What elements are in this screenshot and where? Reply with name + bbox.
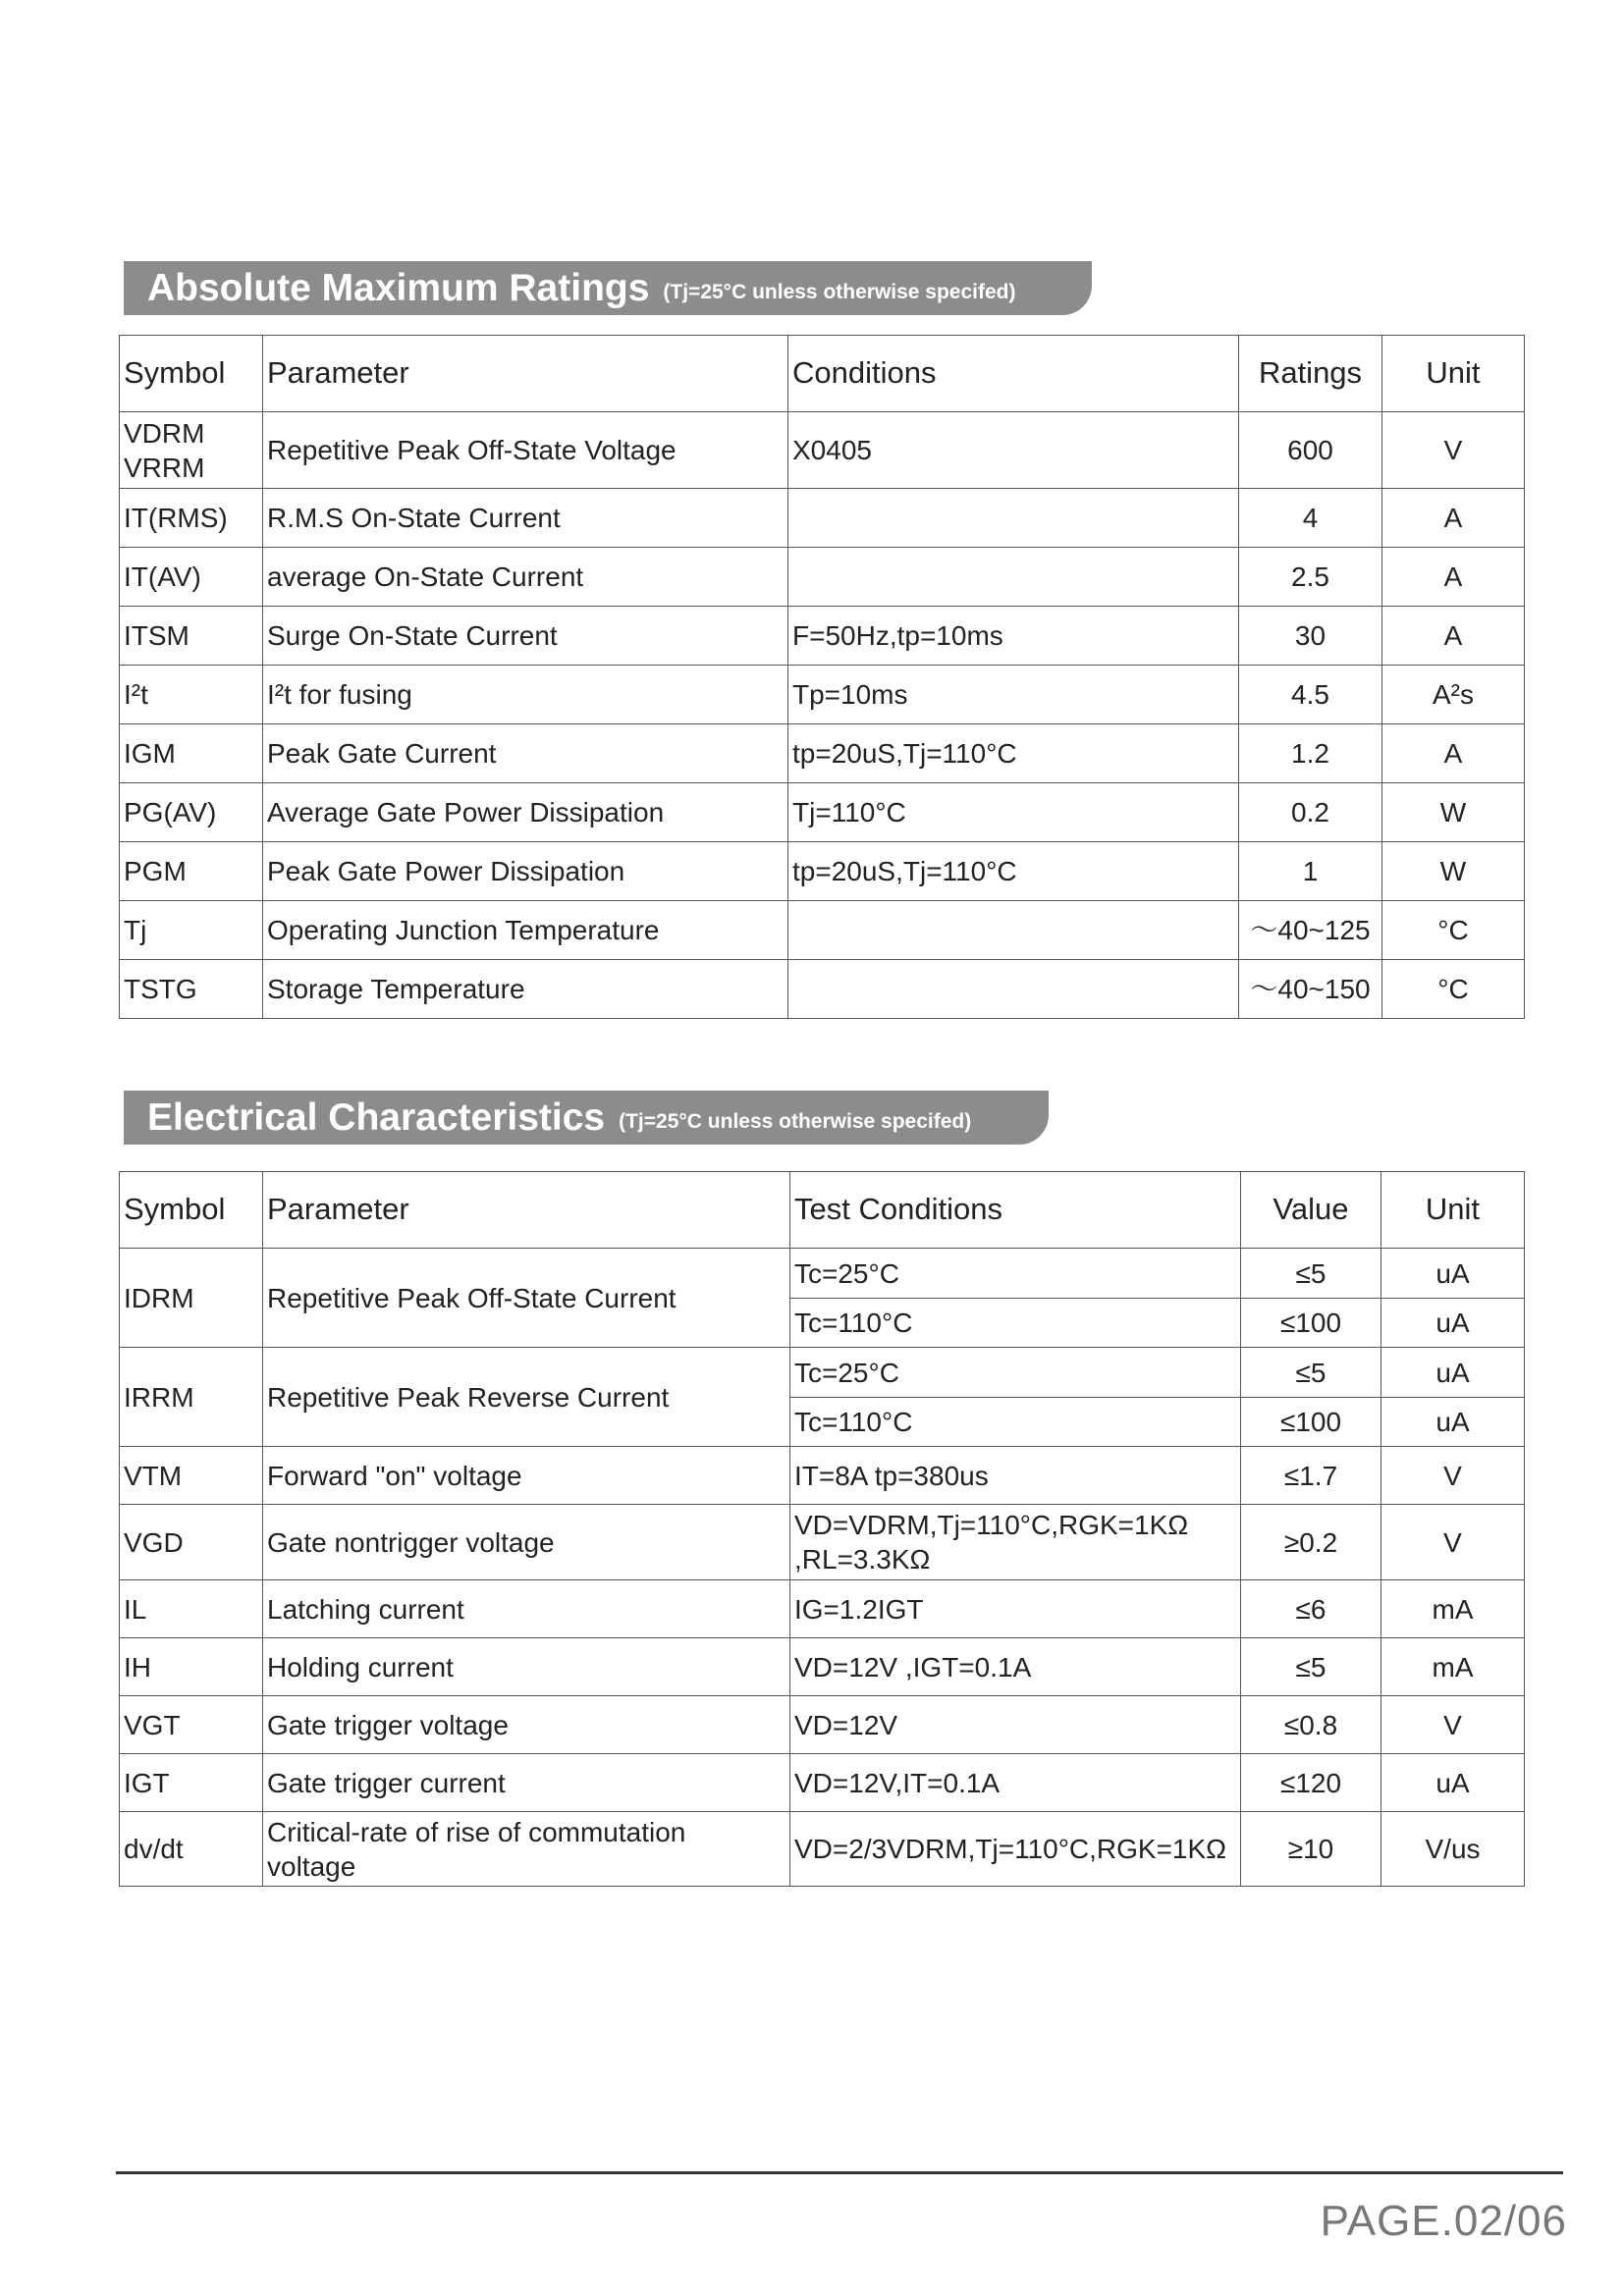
table-row <box>120 783 1525 842</box>
value-cell: 4.5 <box>1239 666 1382 724</box>
parameter-cell <box>263 1812 790 1887</box>
parameter-cell: Operating Junction Temperature <box>263 901 788 960</box>
conditions-cell: VD=12V,IT=0.1A <box>790 1754 1241 1812</box>
unit-cell: uA <box>1381 1299 1525 1348</box>
value-cell: ≤6 <box>1241 1580 1381 1638</box>
value-cell: ≥10 <box>1241 1812 1381 1887</box>
parameter-cell: average On-State Current <box>263 548 788 607</box>
unit-cell: °C <box>1382 960 1525 1019</box>
table-row <box>120 1249 1525 1299</box>
unit-cell: mA <box>1381 1580 1525 1638</box>
table-row <box>120 901 1525 960</box>
unit-cell: V <box>1381 1696 1525 1754</box>
page-number: PAGE.02/06 <box>1320 2197 1567 2245</box>
parameter-line: Critical-rate of rise of commutation <box>267 1816 686 1847</box>
value-cell: ≤5 <box>1241 1249 1381 1299</box>
value-cell: 600 <box>1239 412 1382 489</box>
header-unit: Unit <box>1381 1172 1525 1249</box>
table-row <box>120 1348 1525 1398</box>
header-symbol: Symbol <box>120 1172 263 1249</box>
unit-cell: A <box>1382 607 1525 666</box>
abs-max-table <box>119 335 1525 1019</box>
conditions-cell: Tc=110°C <box>790 1299 1241 1348</box>
unit-cell: V <box>1381 1447 1525 1505</box>
symbol-cell: IT(RMS) <box>120 489 263 548</box>
abs-max-banner <box>124 261 1092 315</box>
symbol-cell: VGD <box>120 1505 263 1580</box>
value-cell: 0.2 <box>1239 783 1382 842</box>
conditions-cell <box>788 960 1239 1019</box>
parameter-cell: Peak Gate Power Dissipation <box>263 842 788 901</box>
value-cell: ≤100 <box>1241 1299 1381 1348</box>
parameter-cell: Surge On-State Current <box>263 607 788 666</box>
parameter-cell: Repetitive Peak Off-State Current <box>263 1249 790 1348</box>
symbol-cell <box>120 412 263 489</box>
unit-cell: W <box>1382 842 1525 901</box>
header-ratings: Ratings <box>1239 336 1382 412</box>
unit-cell: uA <box>1381 1249 1525 1299</box>
symbol-cell: IL <box>120 1580 263 1638</box>
conditions-cell: Tc=110°C <box>790 1398 1241 1447</box>
value-cell: ≤120 <box>1241 1754 1381 1812</box>
header-unit: Unit <box>1382 336 1525 412</box>
table-row <box>120 1580 1525 1638</box>
parameter-cell: I²t for fusing <box>263 666 788 724</box>
symbol-cell: Tj <box>120 901 263 960</box>
table-row <box>120 1754 1525 1812</box>
unit-cell: A <box>1382 489 1525 548</box>
symbol-cell: VTM <box>120 1447 263 1505</box>
parameter-cell: Latching current <box>263 1580 790 1638</box>
conditions-cell: X0405 <box>788 412 1239 489</box>
table-row <box>120 1638 1525 1696</box>
symbol-cell: IH <box>120 1638 263 1696</box>
conditions-cell: Tp=10ms <box>788 666 1239 724</box>
unit-cell: uA <box>1381 1398 1525 1447</box>
symbol-cell: PGM <box>120 842 263 901</box>
unit-cell: V <box>1381 1505 1525 1580</box>
header-parameter: Parameter <box>263 336 788 412</box>
elec-subtitle: (Tj=25°C unless otherwise specifed) <box>619 1109 972 1133</box>
unit-cell: V/us <box>1381 1812 1525 1887</box>
conditions-cell <box>790 1505 1241 1580</box>
parameter-cell: Storage Temperature <box>263 960 788 1019</box>
table-row <box>120 1696 1525 1754</box>
value-cell: 4 <box>1239 489 1382 548</box>
value-cell: ～40~150 <box>1239 960 1382 1019</box>
conditions-cell <box>788 489 1239 548</box>
header-parameter: Parameter <box>263 1172 790 1249</box>
elec-table <box>119 1171 1525 1887</box>
value-cell: ≤5 <box>1241 1348 1381 1398</box>
parameter-cell: Holding current <box>263 1638 790 1696</box>
conditions-cell: tp=20uS,Tj=110°C <box>788 842 1239 901</box>
symbol-cell: IGT <box>120 1754 263 1812</box>
conditions-cell: IG=1.2IGT <box>790 1580 1241 1638</box>
value-cell: ～40~125 <box>1239 901 1382 960</box>
table-row <box>120 724 1525 783</box>
parameter-cell: Gate trigger current <box>263 1754 790 1812</box>
symbol-cell: IRRM <box>120 1348 263 1447</box>
conditions-cell: IT=8A tp=380us <box>790 1447 1241 1505</box>
table-row <box>120 1812 1525 1887</box>
elec-title: Electrical Characteristics <box>147 1095 606 1139</box>
table-row <box>120 548 1525 607</box>
parameter-line: voltage <box>267 1850 356 1882</box>
parameter-cell: Peak Gate Current <box>263 724 788 783</box>
unit-cell: W <box>1382 783 1525 842</box>
symbol-cell: IGM <box>120 724 263 783</box>
value-cell: 1.2 <box>1239 724 1382 783</box>
header-value: Value <box>1241 1172 1381 1249</box>
value-cell: ≥0.2 <box>1241 1505 1381 1580</box>
conditions-cell: Tc=25°C <box>790 1249 1241 1299</box>
symbol-cell: I²t <box>120 666 263 724</box>
symbol-cell: IT(AV) <box>120 548 263 607</box>
table-row <box>120 607 1525 666</box>
unit-cell: uA <box>1381 1754 1525 1812</box>
unit-cell: A²s <box>1382 666 1525 724</box>
parameter-cell: Average Gate Power Dissipation <box>263 783 788 842</box>
symbol-cell: VGT <box>120 1696 263 1754</box>
parameter-cell: Gate trigger voltage <box>263 1696 790 1754</box>
value-cell: 1 <box>1239 842 1382 901</box>
symbol-cell: PG(AV) <box>120 783 263 842</box>
symbol-cell: TSTG <box>120 960 263 1019</box>
table-row <box>120 489 1525 548</box>
elec-banner <box>124 1091 1049 1145</box>
parameter-cell: Forward "on" voltage <box>263 1447 790 1505</box>
table-row <box>120 666 1525 724</box>
value-cell: 30 <box>1239 607 1382 666</box>
unit-cell: A <box>1382 724 1525 783</box>
parameter-cell: Repetitive Peak Reverse Current <box>263 1348 790 1447</box>
table-header-row <box>120 336 1525 412</box>
conditions-line: ,RL=3.3KΩ <box>794 1544 931 1575</box>
unit-cell: mA <box>1381 1638 1525 1696</box>
table-row <box>120 1505 1525 1580</box>
header-conditions: Test Conditions <box>790 1172 1241 1249</box>
conditions-cell: Tc=25°C <box>790 1348 1241 1398</box>
table-row <box>120 412 1525 489</box>
parameter-cell: Gate nontrigger voltage <box>263 1505 790 1580</box>
conditions-cell: F=50Hz,tp=10ms <box>788 607 1239 666</box>
symbol-line: VRRM <box>124 452 205 483</box>
conditions-cell: Tj=110°C <box>788 783 1239 842</box>
table-header-row <box>120 1172 1525 1249</box>
unit-cell: uA <box>1381 1348 1525 1398</box>
value-cell: 2.5 <box>1239 548 1382 607</box>
symbol-line: VDRM <box>124 417 205 449</box>
table-row <box>120 1447 1525 1505</box>
footer-divider <box>116 2171 1563 2174</box>
symbol-cell: IDRM <box>120 1249 263 1348</box>
value-cell: ≤5 <box>1241 1638 1381 1696</box>
table-row <box>120 960 1525 1019</box>
conditions-cell <box>788 901 1239 960</box>
conditions-line: VD=VDRM,Tj=110°C,RGK=1KΩ <box>794 1510 1189 1540</box>
conditions-cell: VD=2/3VDRM,Tj=110°C,RGK=1KΩ <box>790 1812 1241 1887</box>
value-cell: ≤100 <box>1241 1398 1381 1447</box>
parameter-cell: R.M.S On-State Current <box>263 489 788 548</box>
value-cell: ≤0.8 <box>1241 1696 1381 1754</box>
header-conditions: Conditions <box>788 336 1239 412</box>
symbol-cell: ITSM <box>120 607 263 666</box>
conditions-cell: VD=12V <box>790 1696 1241 1754</box>
parameter-cell: Repetitive Peak Off-State Voltage <box>263 412 788 489</box>
conditions-cell <box>788 548 1239 607</box>
unit-cell: V <box>1382 412 1525 489</box>
header-symbol: Symbol <box>120 336 263 412</box>
conditions-cell: VD=12V ,IGT=0.1A <box>790 1638 1241 1696</box>
abs-max-subtitle: (Tj=25°C unless otherwise specifed) <box>663 280 1016 303</box>
conditions-cell: tp=20uS,Tj=110°C <box>788 724 1239 783</box>
table-row <box>120 842 1525 901</box>
unit-cell: °C <box>1382 901 1525 960</box>
abs-max-title: Absolute Maximum Ratings <box>147 266 650 309</box>
value-cell: ≤1.7 <box>1241 1447 1381 1505</box>
symbol-cell: dv/dt <box>120 1812 263 1887</box>
unit-cell: A <box>1382 548 1525 607</box>
